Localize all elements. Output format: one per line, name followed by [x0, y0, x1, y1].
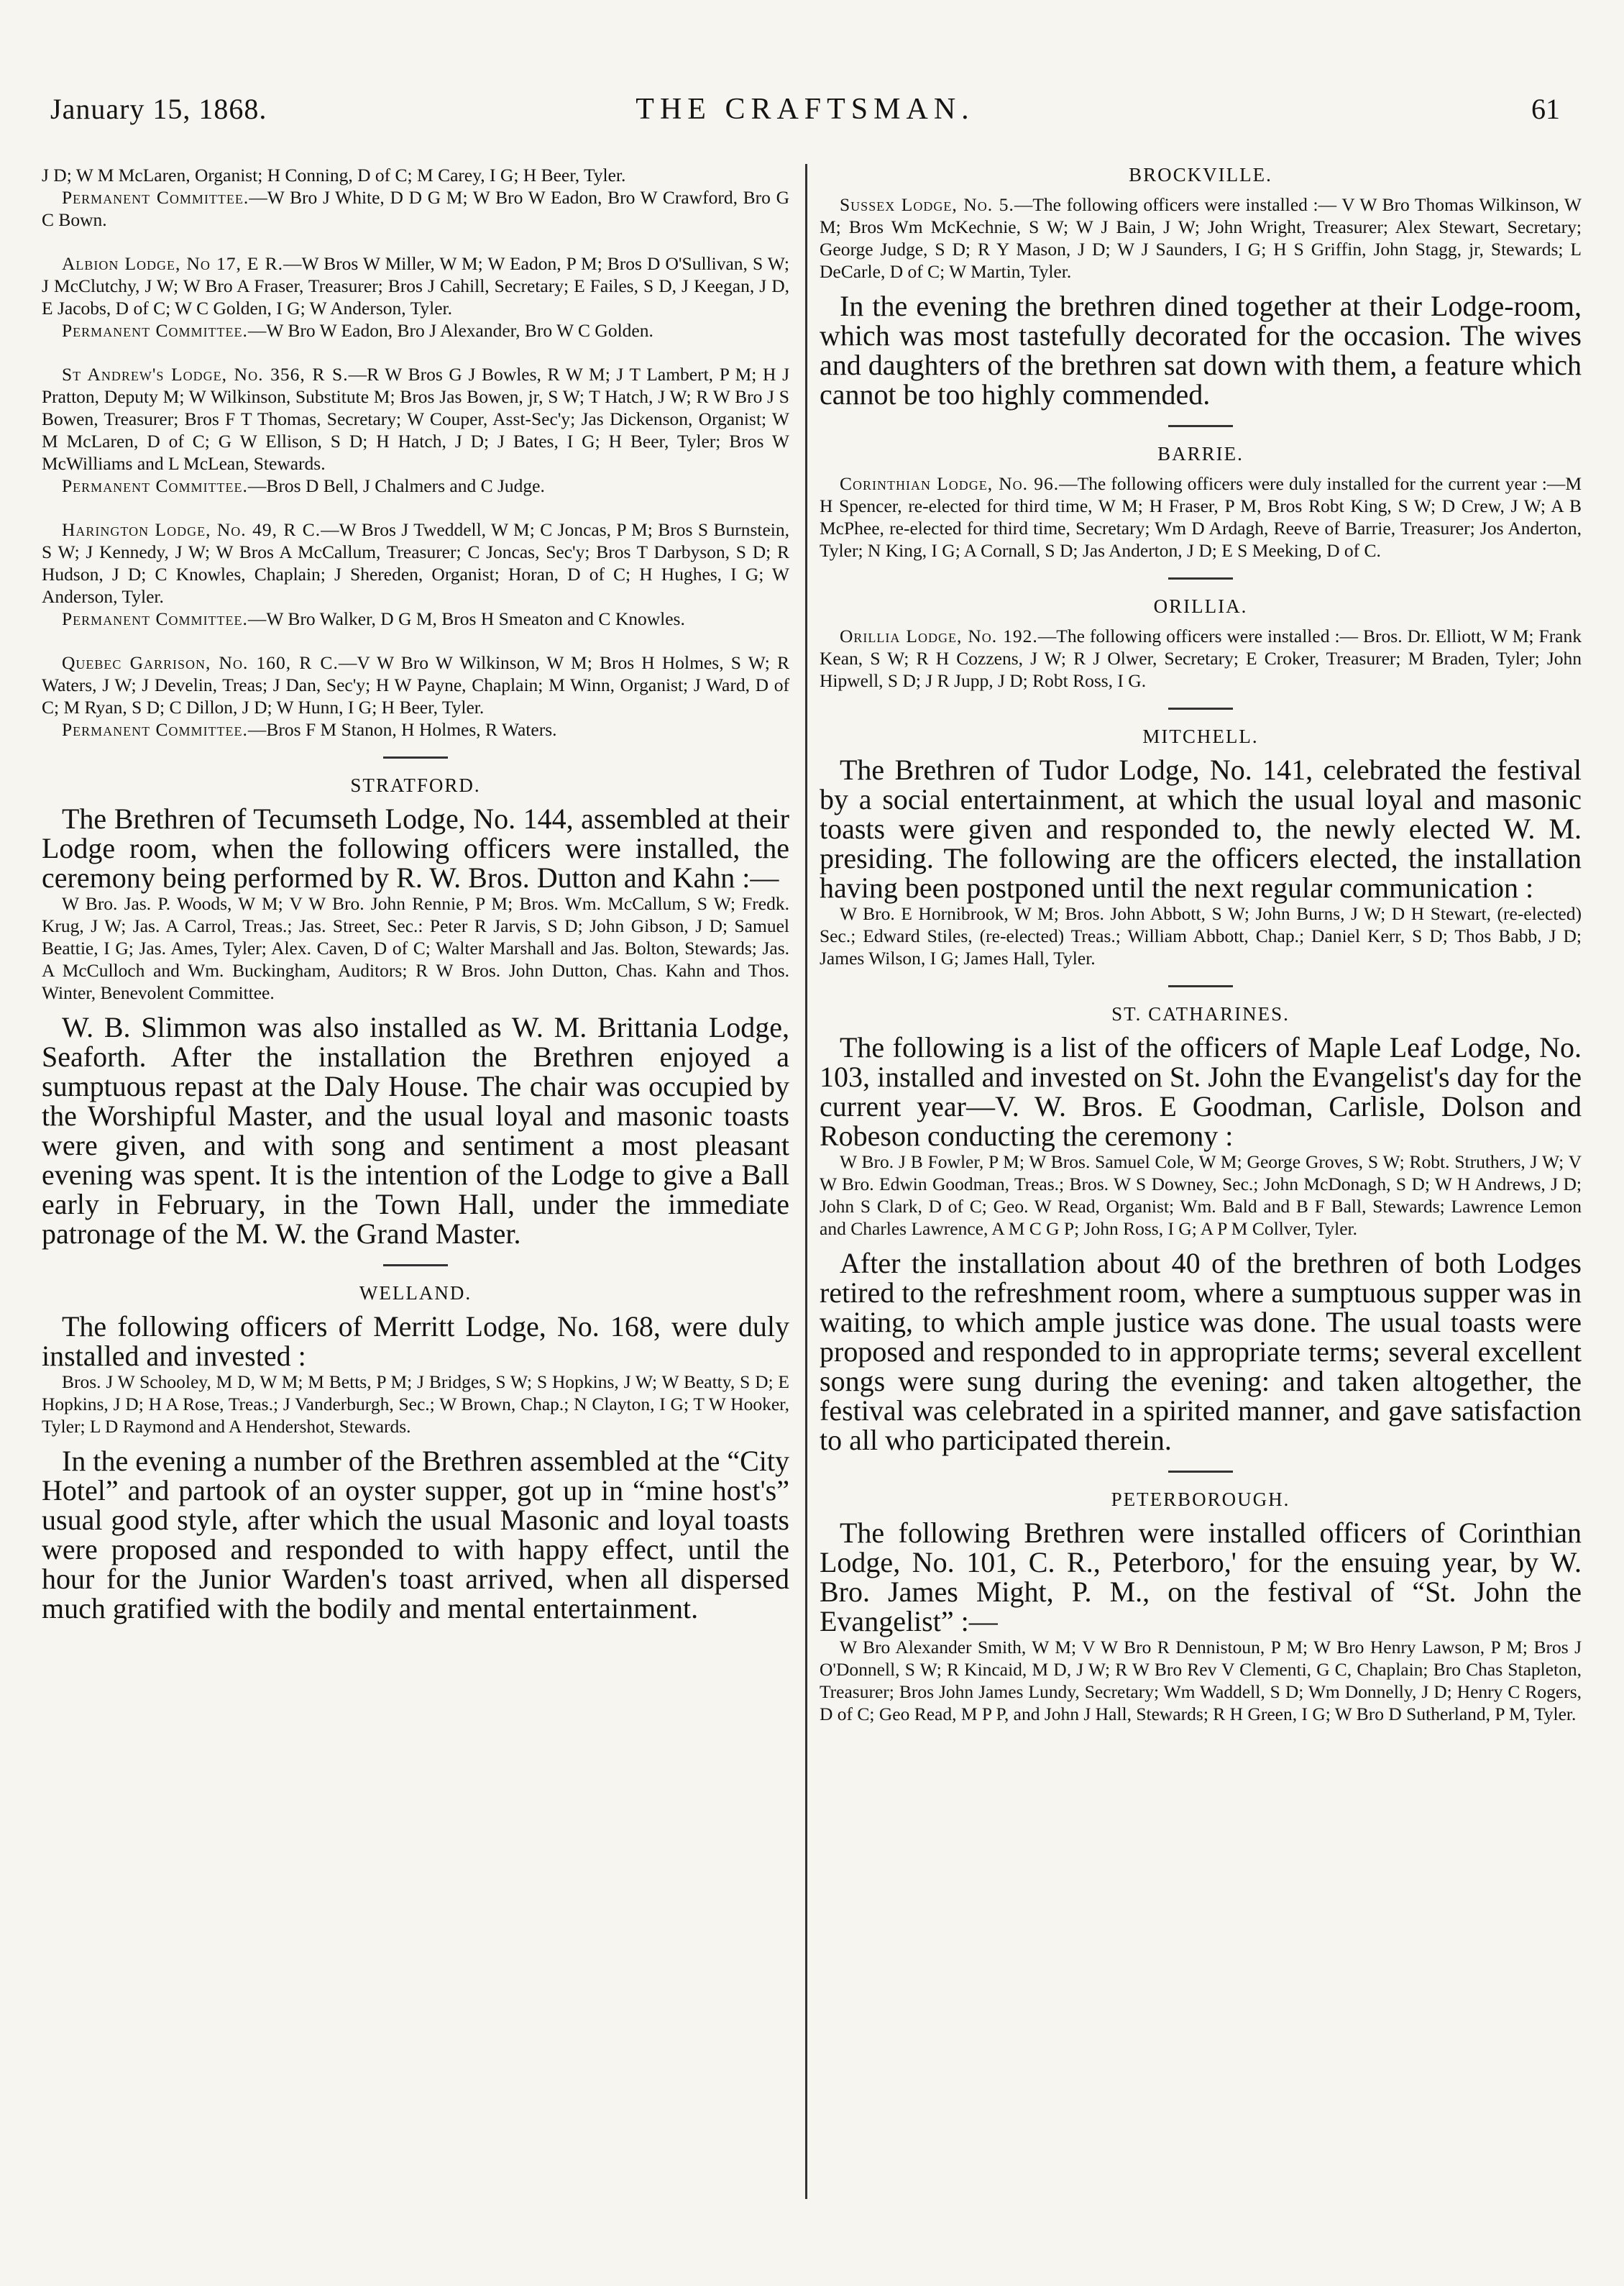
- page-header: [50, 92, 1560, 135]
- permanent-committee: Permanent Committee.—Bros F M Stanon, H Holmes, R Waters.: [62, 719, 557, 740]
- section-divider: [1168, 425, 1233, 427]
- officer-list-continued: J D; W M McLaren, Organist; H Conning, D of C; M Carey, I G; H Beer, Tyler.: [42, 165, 626, 186]
- section-divider: [1168, 985, 1233, 987]
- stratford-body: W. B. Slimmon was also installed as W. M. Brittania Lodge, Seaforth. After the installation the Brethren enjoyed a sumptuous repast at the Daly House. The chair was occupied by the Worshipful Master, and the usual loyal and masonic toasts were given, and with song and sentiment a most pleasant evening was spent. It is the intention of the Lodge to give a Ball early in February, in the Town Hall, under the immediate patronage of the M. W. the Grand Master.: [42, 1011, 789, 1250]
- st-catharines-body: After the installation about 40 of the brethren of both Lodges retired to the refreshment room, where a sumptuous supper was in waiting, to which ample justice was done. The usual toasts were proposed and responded to in appropriate terms; several excellent songs were sung during the evening: and taken altogether, the festival was celebrated in a spirited manner, and gave satisfaction to all who participated therein.: [820, 1247, 1582, 1456]
- section-divider: [1168, 708, 1233, 710]
- welland-officers: Bros. J W Schooley, M D, W M; M Betts, P M; J Bridges, S W; S Hopkins, J W; W Beatty, S D; E Hopkins, J D; H A Rose, Treas.; J Vanderburgh, Sec.; W Brown, Chap.; N Clayton, I G; T W Hooker, Tyler; L D Raymond and A Hendershot, Stewards.: [42, 1371, 789, 1437]
- stratford-officers: W Bro. Jas. P. Woods, W M; V W Bro. John Rennie, P M; Bros. Wm. McCallum, S W; Fredk. Krug, J W; Jas. A Carrol, Treas.; Jas. Street, Sec.: Peter R Jarvis, S D; John Gibson, J D; Samuel Beattie, I G; Jas. Ames, Tyler; Alex. Caven, D of C; Walter Marshall and Jas. Bolton, Stewards; Jas. A McCulloch and Wm. Buckingham, Auditors; R W Bros. John Dutton, Chas. Kahn and Thos. Winter, Benevolent Committee.: [42, 893, 789, 1003]
- section-heading-barrie: BARRIE.: [1157, 443, 1244, 465]
- section-heading-stratford: STRATFORD.: [350, 774, 481, 796]
- st-catharines-officers: W Bro. J B Fowler, P M; W Bros. Samuel Cole, W M; George Groves, S W; Robt. Struthers, J W; V W Bro. Edwin Goodman, Treas.; Bros. W S Downey, Sec.; John McDonagh, S D; W H Andrews, J D; John S Clark, D of C; Geo. W Read, Organist; Wm. Bald and B F Ball, Stewards; Lawrence Lemon and Charles Lawrence, A M C G P; John Ross, I G; A P M Collver, Tyler.: [820, 1151, 1582, 1239]
- section-heading-welland: WELLAND.: [359, 1282, 472, 1304]
- column-divider: [805, 164, 807, 2199]
- stratford-intro: The Brethren of Tecumseth Lodge, No. 144, assembled at their Lodge room, when the following officers were installed, the ceremony being performed by R. W. Bros. Dutton and Kahn :—: [42, 803, 789, 894]
- welland-intro: The following officers of Merritt Lodge, No. 168, were duly installed and invested :: [42, 1310, 789, 1372]
- st-catharines-intro: The following is a list of the officers of Maple Leaf Lodge, No. 103, installed and invested on St. John the Evangelist's day for the current year—V. W. Bros. E Goodman, Carlisle, Dolson and Robeson conducting the ceremony :: [820, 1031, 1582, 1152]
- left-column: [42, 164, 789, 2235]
- mitchell-officers: W Bro. E Hornibrook, W M; Bros. John Abbott, S W; John Burns, J W; D H Stewart, (re-elected) Sec.; Edward Stiles, (re-elected) Treas.; William Abbott, Chap.; Daniel Kerr, S D; Thos Babb, J D; James Wilson, I G; James Hall, Tyler.: [820, 903, 1582, 969]
- header-page-number: 61: [1531, 93, 1560, 125]
- peterborough-officers: W Bro Alexander Smith, W M; V W Bro R Dennistoun, P M; W Bro Henry Lawson, P M; Bros J O'Donnell, S W; R Kincaid, M D, J W; R W Bro Rev V Clementi, G C, Chaplain; Bro Chas Stapleton, Treasurer; Bros John James Lundy, Secretary; Wm Waddell, S D; Wm Donnelly, J D; Henry C Rogers, D of C; Geo Read, M P P, and John J Hall, Stewards; R H Green, I G; W Bro D Sutherland, P M, Tyler.: [820, 1637, 1582, 1724]
- permanent-committee: Permanent Committee.—Bros D Bell, J Chalmers and C Judge.: [62, 475, 545, 496]
- harington-lodge: Harington Lodge, No. 49, R C.—W Bros J Tweddell, W M; C Joncas, P M; Bros S Burnstein, S W; J Kennedy, J W; W Bros A McCallum, Treasurer; C Joncas, Sec'y; Bros T Darbyson, S D; R Hudson, J D; C Knowles, Chaplain; J Shereden, Organist; Horan, D of C; H Hughes, I G; W Anderson, Tyler.: [42, 519, 789, 607]
- peterborough-intro: The following Brethren were installed officers of Corinthian Lodge, No. 101, C. R., Peterboro,' for the ensuing year, by W. Bro. James Might, P. M., on the festival of “St. John the Evangelist” :—: [820, 1517, 1582, 1637]
- permanent-committee: Permanent Committee.—W Bro Walker, D G M, Bros H Smeaton and C Knowles.: [62, 608, 685, 629]
- section-divider: [383, 1264, 448, 1266]
- right-column: [820, 164, 1582, 2235]
- header-date: January 15, 1868.: [50, 93, 267, 125]
- permanent-committee: Permanent Committee.—W Bro J White, D D G M; W Bro W Eadon, Bro W Crawford, Bro G C Bown.: [42, 187, 789, 230]
- st-andrews-lodge: St Andrew's Lodge, No. 356, R S.—R W Bros G J Bowles, R W M; J T Lambert, P M; H J Pratton, Deputy M; W Wilkinson, Substitute M; Bros Jas Bowen, jr, S W; T Hatch, J W; R W Bro J S Bowen, Treasurer; Bros F T Thomas, Secretary; W Couper, Asst-Sec'y; Jas Dickenson, Organist; W M McLaren, D of C; G W Ellison, S D; H Hatch, J D; J Bates, I G; H Beer, Tyler; Bros W McWilliams and L McLean, Stewards.: [42, 364, 789, 474]
- section-divider: [1168, 577, 1233, 580]
- welland-body: In the evening a number of the Brethren assembled at the “City Hotel” and partook of an oyster supper, got up in “mine host's” usual good style, after which the usual Masonic and loyal toasts were proposed and responded to with happy effect, until the hour for the Junior Warden's toast arrived, when all dispersed much gratified with the bodily and mental entertainment.: [42, 1445, 789, 1624]
- orillia-officers: Orillia Lodge, No. 192.—The following officers were installed :— Bros. Dr. Elliott, W M; Frank Kean, S W; R H Cozzens, J W; R J Olwer, Secretary; E Croker, Treasurer; M Braden, Tyler; John Hipwell, S D; J R Jupp, J D; Robt Ross, I G.: [820, 626, 1582, 691]
- section-heading-peterborough: PETERBOROUGH.: [1111, 1489, 1290, 1510]
- section-heading-mitchell: MITCHELL.: [1142, 726, 1259, 747]
- permanent-committee: Permanent Committee.—W Bro W Eadon, Bro J Alexander, Bro W C Golden.: [62, 320, 653, 341]
- barrie-officers: Corinthian Lodge, No. 96.—The following officers were duly installed for the current year :—M H Spencer, re-elected for third time, W M; H Fraser, P M, Bros Robt King, S W; D Crew, J W; A B McPhee, re-elected for third time, Secretary; Wm D Ardagh, Reeve of Barrie, Treasurer; Jos Anderton, Tyler; N King, I G; A Cornall, S D; Jas Anderton, J D; E S Meeking, D of C.: [820, 473, 1582, 561]
- section-heading-brockville: BROCKVILLE.: [1129, 164, 1272, 186]
- brockville-body: In the evening the brethren dined together at their Lodge-room, which was most tastefully decorated for the occasion. The wives and daughters of the brethren sat down with them, a feature which cannot be too highly commended.: [820, 290, 1582, 411]
- section-divider: [383, 756, 448, 759]
- quebec-garrison: Quebec Garrison, No. 160, R C.—V W Bro W Wilkinson, W M; Bros H Holmes, S W; R Waters, J W; J Develin, Treas; J Dan, Sec'y; H W Payne, Chaplain; M Winn, Organist; J Ward, D of C; M Ryan, S D; C Dillon, J D; W Hunn, I G; H Beer, Tyler.: [42, 652, 789, 718]
- section-divider: [1168, 1471, 1233, 1473]
- brockville-officers: Sussex Lodge, No. 5.—The following officers were installed :— V W Bro Thomas Wilkinson, W M; Bros Wm McKechnie, S W; W J Bain, J W; John Wright, Treasurer; Alex Stewart, Secretary; George Judge, S D; R Y Mason, J D; W J Saunders, I G; H S Griffin, John Stagg, jr, Stewards; L DeCarle, D of C; W Martin, Tyler.: [820, 194, 1582, 282]
- mitchell-intro: The Brethren of Tudor Lodge, No. 141, celebrated the festival by a social entertainment, at which the usual loyal and masonic toasts were given and responded to, the newly elected W. M. presiding. The following are the officers elected, the installation having been postponed until the next regular communication :: [820, 754, 1582, 904]
- albion-lodge: Albion Lodge, No 17, E R.—W Bros W Miller, W M; W Eadon, P M; Bros D O'Sullivan, S W; J McClutchy, J W; W Bro A Fraser, Treasurer; Bros J Cahill, Secretary; E Failes, S D, J Keegan, J D, E Jacobs, D of C; W C Golden, I G; W Anderson, Tyler.: [42, 253, 789, 319]
- header-title: THE CRAFTSMAN.: [636, 93, 975, 126]
- section-heading-st-catharines: ST. CATHARINES.: [1111, 1003, 1290, 1025]
- section-heading-orillia: ORILLIA.: [1153, 595, 1248, 617]
